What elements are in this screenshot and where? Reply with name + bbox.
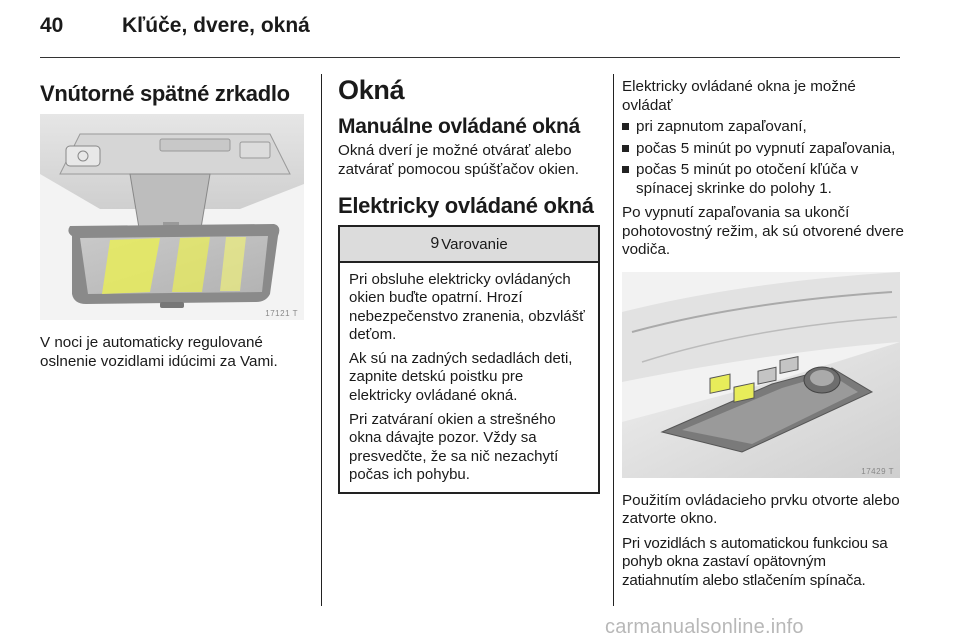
list-item: počas 5 minút po vypnutí zapaľovania, (622, 140, 904, 159)
warning-paragraph: Pri zatváraní okien a strešného okna dávajte pozor. Vždy sa presvedčte, že sa nič nezachytí počas ich pohybu. (349, 411, 559, 483)
column-divider (321, 74, 322, 606)
warning-header (340, 227, 598, 263)
subsection-title-manual: Manuálne ovládané okná (338, 115, 580, 138)
column-mirror (40, 74, 306, 371)
mirror-text: V noci je automaticky regulované oslnenie vozidlami idúcimi za Vami. (40, 334, 278, 370)
manual-windows-text: Okná dverí je možné otvárať alebo zatvárať pomocou spúšťačov okien. (338, 142, 580, 178)
warning-paragraph: Ak sú na zadných sedadlách deti, zapnite detskú poistku pre elektricky ovládané okná. (349, 350, 573, 404)
warning-triangle-icon: 9 (430, 235, 440, 252)
figure-code: 17429 T (861, 466, 894, 476)
watermark: carmanualsonline.info (605, 616, 804, 638)
window-switch-figure (622, 272, 900, 478)
usage-text: Použitím ovládacieho prvku otvorte alebo zatvorte okno. (622, 491, 900, 527)
list-item: počas 5 minút po otočení kľúča v spínacej skrinke do polohy 1. (622, 161, 904, 198)
header-rule (40, 57, 900, 58)
subsection-title-electric: Elektricky ovládané okná (338, 193, 594, 218)
section-title-mirror: Vnútorné spätné zrkadlo (40, 81, 290, 106)
rearview-mirror-illustration (40, 114, 304, 320)
warning-paragraph: Pri obsluhe elektricky ovládaných okien buďte opatrní. Hrozí nebezpečenstvo zranenia, obzvlášť deťom. (349, 271, 585, 343)
ignition-off-text: Po vypnutí zapaľovania sa ukončí pohotovostný režim, ak sú otvorené dvere vodiča. (622, 204, 904, 258)
window-switch-illustration (622, 272, 900, 478)
chapter-title: Kľúče, dvere, okná (122, 14, 310, 37)
warning-box (338, 225, 600, 494)
conditions-list (622, 118, 904, 198)
page-header (40, 14, 310, 46)
section-title-windows: Okná (338, 75, 405, 105)
electric-intro: Elektricky ovládané okna je možné ovládať (622, 78, 856, 114)
mirror-figure (40, 114, 304, 320)
warning-title: Varovanie (441, 235, 508, 253)
column-windows (338, 74, 604, 494)
figure-code: 17121 T (265, 309, 298, 318)
column-divider (613, 74, 614, 606)
warning-body (340, 263, 598, 492)
page-number: 40 (40, 14, 64, 37)
column-electric (622, 74, 904, 590)
auto-function-text: Pri vozidlách s automatickou funkciou sa pohyb okna zastaví opätovným zatiahnutím alebo stlačením spínača. (622, 534, 888, 589)
list-item: pri zapnutom zapaľovaní, (622, 118, 904, 137)
